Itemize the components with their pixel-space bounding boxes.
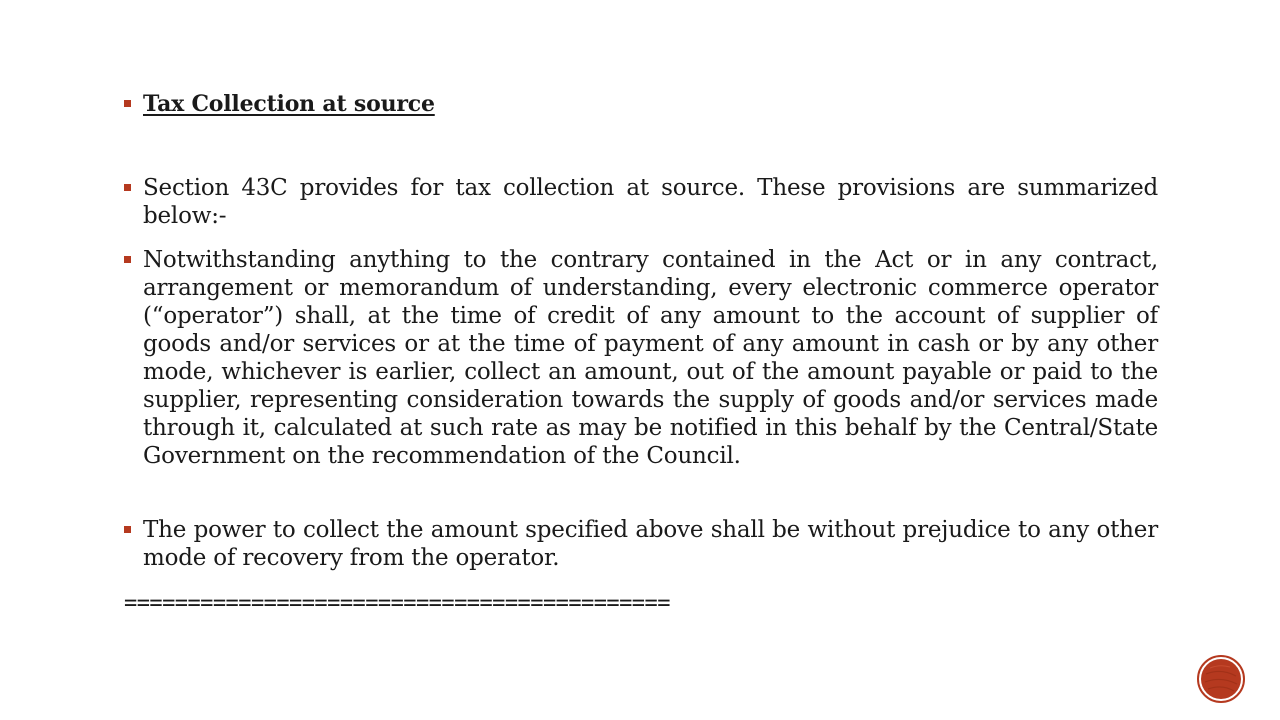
slide-heading: Tax Collection at source: [143, 91, 435, 117]
square-bullet-icon: [124, 526, 131, 533]
separator-line: ===========================================: [124, 591, 670, 616]
bullet-item: [124, 174, 1158, 230]
heading-bullet: [124, 90, 1158, 118]
bullet-item: [124, 246, 1158, 470]
bullet-text: Notwithstanding anything to the contrary contained in the Act or in any contract, arrangement or memorandum of understanding, every electronic commerce operator (“operator”) shall, at the time of credit of any amount to the account of supplier of goods and/or services or at the time of payment of any amount in cash or by any other mode, whichever is earlier, collect an amount, out of the amount payable or paid to the supplier, representing consideration towards the supply of goods and/or services made through it, calculated at such rate as may be notified in this behalf by the Central/State Government on the recommendation of the Council.: [143, 247, 1158, 469]
square-bullet-icon: [124, 100, 131, 107]
square-bullet-icon: [124, 184, 131, 191]
bullet-text: The power to collect the amount specified above shall be without prejudice to any other mode of recovery from the operator.: [143, 517, 1158, 571]
red-circle-emblem-icon: [1196, 654, 1246, 704]
bullet-item: [124, 516, 1158, 572]
square-bullet-icon: [124, 256, 131, 263]
bullet-text: Section 43C provides for tax collection at source. These provisions are summarized below:-: [143, 175, 1158, 229]
